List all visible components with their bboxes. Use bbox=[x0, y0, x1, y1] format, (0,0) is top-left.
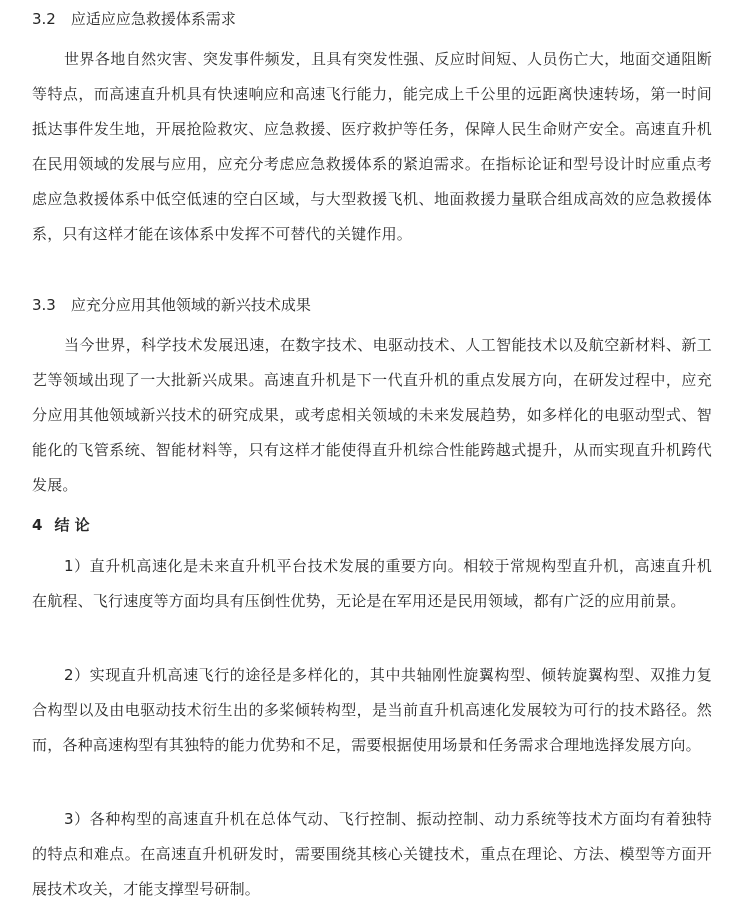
section-heading-3-2 bbox=[32, 8, 236, 30]
paragraph: 3）各种构型的高速直升机在总体气动、飞行控制、振动控制、动力系统等技术方面均有着独特的特点和难点。在高速直升机研发时，需要围绕其核心关键技术，重点在理论、方法、模型等方面开展技术攻关，才能支撑型号研制。 bbox=[32, 810, 712, 898]
section-title: 应充分应用其他领域的新兴技术成果 bbox=[70, 296, 311, 314]
section-heading-3-3 bbox=[32, 294, 311, 316]
section-title: 结 论 bbox=[54, 516, 90, 534]
paragraph: 当今世界，科学技术发展迅速，在数字技术、电驱动技术、人工智能技术以及航空新材料、新工艺等领域出现了一大批新兴成果。高速直升机是下一代直升机的重点发展方向，在研发过程中，应充分应用其他领域新兴技术的研究成果，或考虑相关领域的未来发展趋势，如多样化的电驱动型式、智能化的飞管系统、智能材料等，只有这样才能使得直升机综合性能跨越式提升，从而实现直升机跨代发展。 bbox=[32, 336, 712, 494]
section-number: 4 bbox=[32, 516, 43, 534]
paragraph: 2）实现直升机高速飞行的途径是多样化的，其中共轴刚性旋翼构型、倾转旋翼构型、双推力复合构型以及由电驱动技术衍生出的多桨倾转构型，是当前直升机高速化发展较为可行的技术路径。然而，各种高速构型有其独特的能力优势和不足，需要根据使用场景和任务需求合理地选择发展方向。 bbox=[32, 666, 712, 754]
section-heading-4 bbox=[32, 514, 90, 536]
paragraph: 1）直升机高速化是未来直升机平台技术发展的重要方向。相较于常规构型直升机，高速直升机在航程、飞行速度等方面均具有压倒性优势，无论是在军用还是民用领域，都有广泛的应用前景。 bbox=[32, 557, 712, 610]
section-number: 3.3 bbox=[32, 296, 56, 314]
section-number: 3.2 bbox=[32, 10, 56, 28]
section-title: 应适应应急救援体系需求 bbox=[70, 10, 236, 28]
paragraph: 世界各地自然灾害、突发事件频发，且具有突发性强、反应时间短、人员伤亡大，地面交通阻断等特点，而高速直升机具有快速响应和高速飞行能力，能完成上千公里的远距离快速转场，第一时间抵达事件发生地，开展抢险救灾、应急救援、医疗救护等任务，保障人民生命财产安全。高速直升机在民用领域的发展与应用，应充分考虑应急救援体系的紧迫需求。在指标论证和型号设计时应重点考虑应急救援体系中低空低速的空白区域，与大型救援飞机、地面救援力量联合组成高效的应急救援体系，只有这样才能在该体系中发挥不可替代的关键作用。 bbox=[32, 50, 712, 243]
